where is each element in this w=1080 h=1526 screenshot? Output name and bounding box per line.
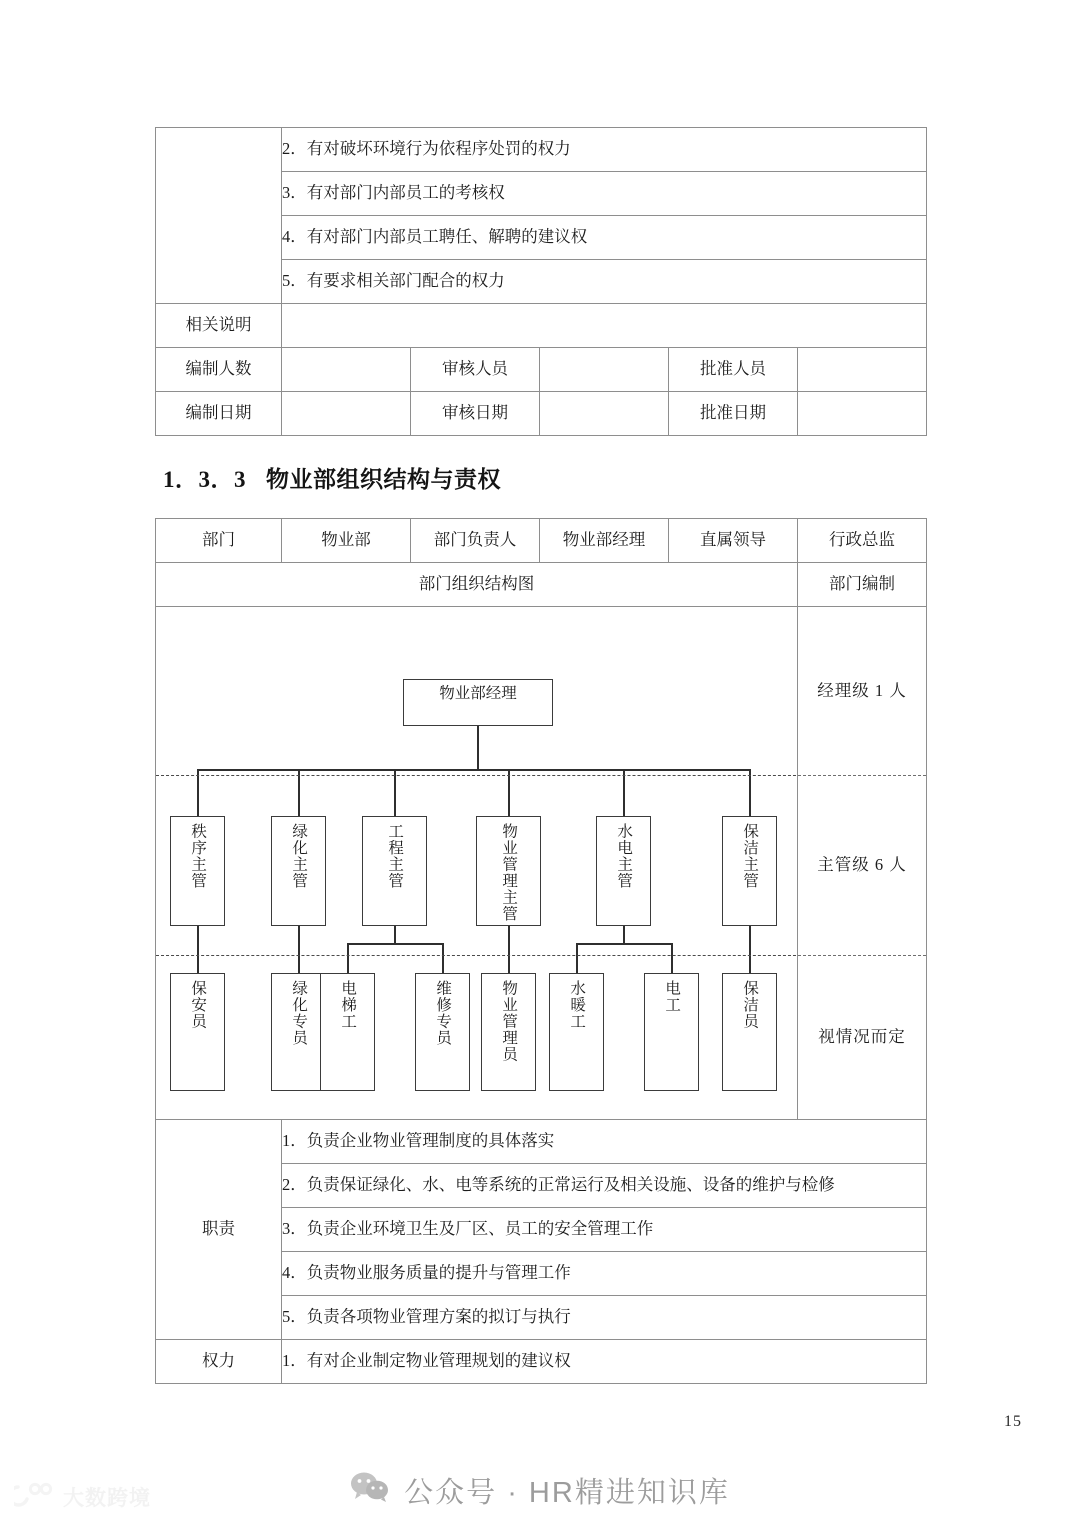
connector-supervisor3-drop-b (442, 943, 444, 973)
org-node-supervisor-1 (170, 816, 225, 926)
prepared-date-value (282, 392, 411, 436)
connector-drop-supervisor-3 (394, 769, 396, 817)
org-node-label: 秩序主管 (189, 823, 207, 889)
duty-item: 4．负责物业服务质量的提升与管理工作 (282, 1252, 927, 1296)
corner-watermark-text: 大数跨境 (63, 1487, 151, 1510)
section-heading (163, 461, 501, 494)
org-node-supervisor-5 (596, 816, 651, 926)
department-structure-table (155, 518, 927, 1384)
rights-item: 3．有对部门内部员工的考核权 (282, 172, 927, 216)
section-number: 1．3．3 (163, 467, 246, 492)
org-node-label: 绿化专员 (290, 980, 308, 1046)
approve-date-value (798, 392, 927, 436)
table-row-chart-title (156, 563, 927, 607)
connector-supervisor4-staff (508, 926, 510, 973)
connector-supervisor6-staff (749, 926, 751, 973)
org-node-label: 水暖工 (568, 980, 586, 1030)
org-node-label: 保洁主管 (741, 823, 759, 889)
head-label: 部门负责人 (411, 519, 540, 563)
org-node-supervisor-3 (362, 816, 427, 926)
reviewer-value (540, 348, 669, 392)
rights-item: 2．有对破坏环境行为依程序处罚的权力 (282, 128, 927, 172)
corner-watermark (14, 1481, 151, 1513)
duty-item: 2．负责保证绿化、水、电等系统的正常运行及相关设施、设备的维护与检修 (282, 1164, 927, 1208)
org-node-supervisor-2 (271, 816, 326, 926)
authority-label: 权力 (156, 1340, 282, 1384)
connector-drop-supervisor-6 (749, 769, 751, 817)
staffing-count-value (282, 348, 411, 392)
org-node-staff-6 (549, 973, 604, 1091)
table-row-staffing (156, 348, 927, 392)
connector-supervisor3-bar (347, 943, 443, 945)
org-node-label: 物业管理员 (500, 980, 518, 1063)
org-node-staff-4 (415, 973, 470, 1091)
remark-label: 相关说明 (156, 304, 282, 348)
org-chart-cell (156, 607, 798, 1120)
remark-value (282, 304, 927, 348)
department-label: 部门 (156, 519, 282, 563)
duties-label: 职责 (156, 1120, 282, 1340)
duty-item: 1．负责企业物业管理制度的具体落实 (282, 1120, 927, 1164)
level-divider-supervisor (156, 955, 801, 956)
org-node-supervisor-4 (476, 816, 541, 926)
footer-watermark-text: 公众号 · HR精进知识库 (404, 1477, 730, 1509)
supervisor-label: 直属领导 (669, 519, 798, 563)
connector-supervisor5-stem (623, 926, 625, 944)
connector-drop-supervisor-4 (508, 769, 510, 817)
org-node-staff-3 (320, 973, 375, 1091)
reviewer-label: 审核人员 (411, 348, 540, 392)
section-title: 物业部组织结构与责权 (266, 466, 501, 492)
org-node-label: 水电主管 (615, 823, 633, 889)
org-node-staff-5 (481, 973, 536, 1091)
org-node-supervisor-6 (722, 816, 777, 926)
org-node-label: 绿化主管 (290, 823, 308, 889)
department-value: 物业部 (282, 519, 411, 563)
rights-label-cell (156, 128, 282, 304)
connector-root-stem (477, 726, 479, 770)
establishment-level-supervisor: 主管级 6 人 (798, 775, 926, 956)
org-node-staff-8 (722, 973, 777, 1091)
table-row-remark (156, 304, 927, 348)
table-row-duty (156, 1120, 927, 1164)
connector-drop-supervisor-1 (197, 769, 199, 817)
authority-item: 1．有对企业制定物业管理规划的建议权 (282, 1340, 927, 1384)
approve-date-label: 批准日期 (669, 392, 798, 436)
head-value: 物业部经理 (540, 519, 669, 563)
page-number: 15 (1004, 1413, 1022, 1430)
org-node-label: 工程主管 (386, 823, 404, 889)
org-node-label: 保安员 (189, 980, 207, 1030)
wechat-icon (350, 1471, 390, 1511)
review-date-label: 审核日期 (411, 392, 540, 436)
org-node-staff-2 (271, 973, 326, 1091)
chart-title: 部门组织结构图 (156, 563, 798, 607)
table-row-dates (156, 392, 927, 436)
supervisor-value: 行政总监 (798, 519, 927, 563)
establishment-cell (798, 607, 927, 1120)
staffing-count-label: 编制人数 (156, 348, 282, 392)
org-node-label: 电工 (663, 980, 681, 1013)
table-row-header (156, 519, 927, 563)
duty-item: 3．负责企业环境卫生及厂区、员工的安全管理工作 (282, 1208, 927, 1252)
level-divider-manager (156, 775, 801, 776)
org-node-label: 物业管理主管 (500, 823, 518, 922)
org-node-label: 物业部经理 (439, 685, 517, 702)
connector-level1-bar (197, 769, 749, 771)
connector-drop-supervisor-2 (298, 769, 300, 817)
review-date-value (540, 392, 669, 436)
connector-supervisor2-staff (298, 926, 300, 973)
rights-item: 4．有对部门内部员工聘任、解聘的建议权 (282, 216, 927, 260)
connector-supervisor3-stem (394, 926, 396, 944)
org-node-label: 保洁员 (741, 980, 759, 1030)
connector-supervisor5-drop-b (671, 943, 673, 973)
org-node-staff-7 (644, 973, 699, 1091)
corner-watermark-logo-icon (14, 1481, 56, 1513)
job-description-table (155, 127, 927, 436)
establishment-level-manager: 经理级 1 人 (798, 607, 926, 776)
approver-value (798, 348, 927, 392)
prepared-date-label: 编制日期 (156, 392, 282, 436)
approver-label: 批准人员 (669, 348, 798, 392)
connector-supervisor5-drop-a (576, 943, 578, 973)
footer-watermark (0, 1470, 1080, 1511)
establishment-level-staff: 视情况而定 (818, 1026, 906, 1046)
table-row (156, 128, 927, 172)
connector-supervisor5-bar (576, 943, 672, 945)
connector-supervisor3-drop-a (347, 943, 349, 973)
table-row-chart (156, 607, 927, 1120)
table-row-authority (156, 1340, 927, 1384)
connector-drop-supervisor-5 (623, 769, 625, 817)
org-node-manager (403, 679, 553, 726)
org-chart-canvas (156, 607, 797, 1119)
org-node-staff-1 (170, 973, 225, 1091)
duty-item: 5．负责各项物业管理方案的拟订与执行 (282, 1296, 927, 1340)
org-node-label: 电梯工 (339, 980, 357, 1030)
org-node-label: 维修专员 (434, 980, 452, 1046)
rights-item: 5．有要求相关部门配合的权力 (282, 260, 927, 304)
connector-supervisor1-staff (197, 926, 199, 973)
establishment-title: 部门编制 (798, 563, 927, 607)
